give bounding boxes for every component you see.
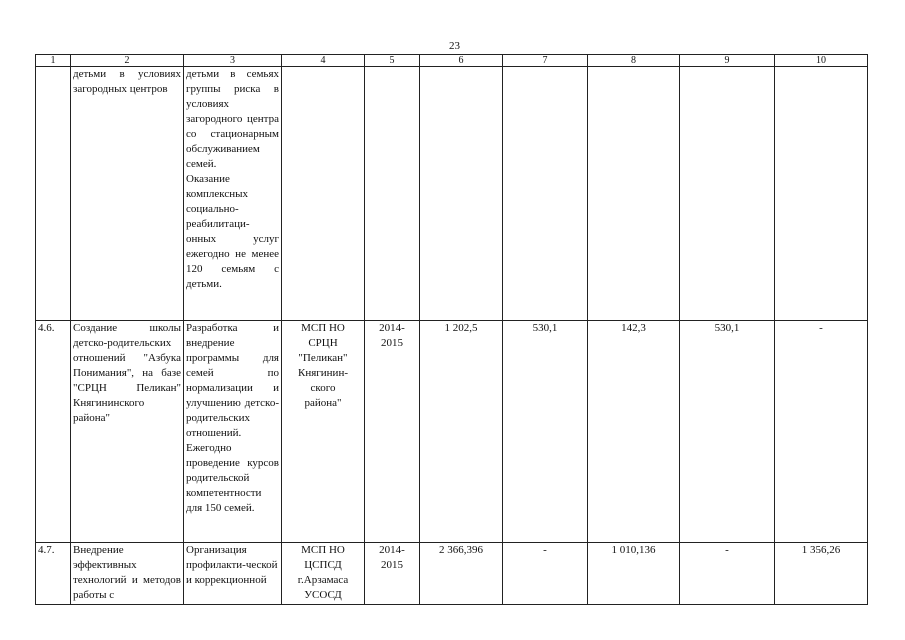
value-col7 (503, 67, 588, 321)
period (365, 67, 420, 321)
row-number: 4.6. (36, 321, 71, 543)
value-col7: - (503, 543, 588, 605)
measure-description (184, 321, 282, 543)
row-number: 4.7. (36, 543, 71, 605)
period (365, 543, 420, 605)
row-number (36, 67, 71, 321)
value-col8: 142,3 (588, 321, 680, 543)
page-number: 23 (449, 40, 460, 52)
measure-name: детьми в условиях загородных центров (71, 67, 184, 321)
table-row (36, 67, 868, 321)
value-col9 (680, 67, 775, 321)
value-col6: 1 202,5 (420, 321, 503, 543)
measure-description (184, 67, 282, 321)
executor (282, 543, 365, 605)
header-cell-6: 6 (420, 55, 503, 67)
value-col6 (420, 67, 503, 321)
header-cell-3: 3 (184, 55, 282, 67)
header-cell-2: 2 (71, 55, 184, 67)
value-col10: 1 356,26 (775, 543, 868, 605)
value-col8: 1 010,136 (588, 543, 680, 605)
value-col7: 530,1 (503, 321, 588, 543)
budget-table (35, 54, 868, 605)
header-cell-10: 10 (775, 55, 868, 67)
period (365, 321, 420, 543)
executor-text: МСП НО СРЦН "Пеликан" Княгинин- ского района" (297, 322, 348, 409)
table-row (36, 321, 868, 543)
header-cell-9: 9 (680, 55, 775, 67)
header-cell-5: 5 (365, 55, 420, 67)
period-text: 2014- 2015 (379, 544, 405, 571)
measure-name: Создание школы детско-родительских отношений "Азбука Понимания", на базе "СРЦН Пеликан" Княгининского района" (71, 321, 184, 543)
measure-description: Организация профилакти-ческой и коррекционной (184, 543, 282, 605)
executor (282, 67, 365, 321)
measure-name: Внедрение эффективных технологий и методов работы с (71, 543, 184, 605)
value-col8 (588, 67, 680, 321)
executor-text: МСП НО ЦСПСД г.Арзамаса УСОСД (297, 544, 349, 601)
period-text: 2014- 2015 (379, 322, 405, 349)
value-col9: 530,1 (680, 321, 775, 543)
header-cell-7: 7 (503, 55, 588, 67)
table-row (36, 543, 868, 605)
value-col10: - (775, 321, 868, 543)
measure-description-text: детьми в семьях группы риска в условиях загородного центра со стационарным обслуживанием семей. Оказание комплексных социально-реабилитаци-онных услуг ежегодно не менее 120 семьям с детьми. (186, 68, 279, 290)
header-cell-1: 1 (36, 55, 71, 67)
measure-description-text: Разработка и внедрение программы для семей по нормализации и улучшению детско-родительских отношений. Ежегодно проведение курсов родительской компетентности для 150 семей. (186, 322, 279, 514)
header-cell-8: 8 (588, 55, 680, 67)
header-cell-4: 4 (282, 55, 365, 67)
value-col6: 2 366,396 (420, 543, 503, 605)
value-col10 (775, 67, 868, 321)
header-row (36, 55, 868, 67)
executor (282, 321, 365, 543)
value-col9: - (680, 543, 775, 605)
